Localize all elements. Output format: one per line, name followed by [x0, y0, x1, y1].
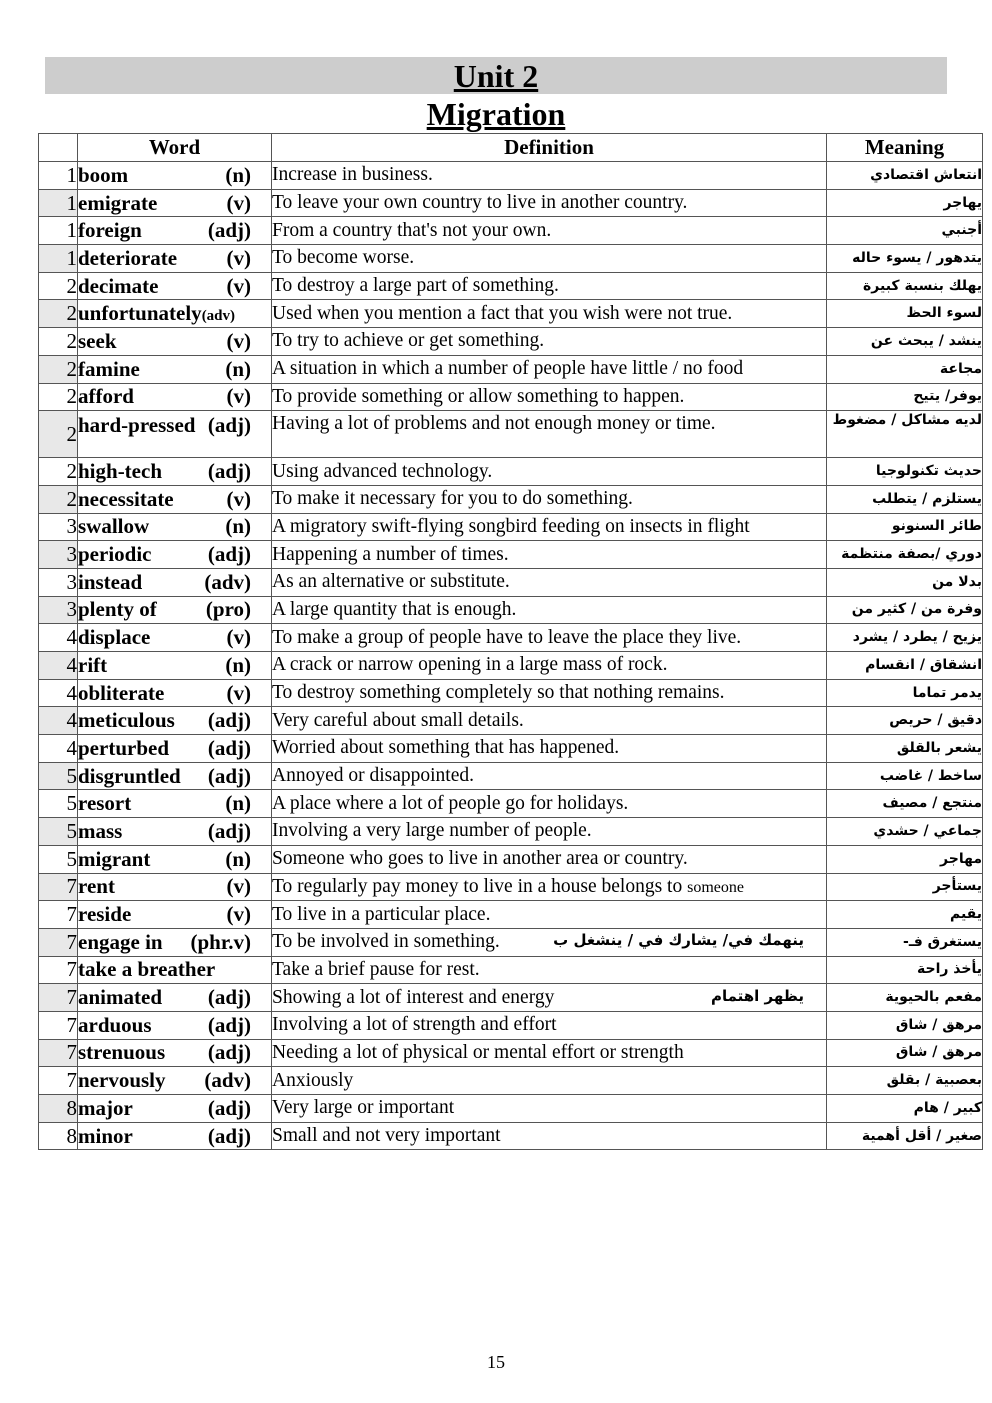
unit-section-number: 5 — [39, 818, 78, 846]
table-row — [39, 845, 983, 873]
word-term: engage in — [78, 929, 163, 954]
definition-cell — [272, 596, 827, 624]
part-of-speech: (v) — [226, 245, 251, 270]
word-cell — [78, 411, 272, 458]
table-row — [39, 411, 983, 458]
unit-section-number: 7 — [39, 901, 78, 929]
definition-text: From a country that's not your own. — [272, 219, 552, 241]
part-of-speech: (v) — [226, 680, 251, 705]
definition-cell — [272, 735, 827, 763]
header-number — [39, 134, 78, 162]
definition-cell — [272, 818, 827, 846]
definition-cell — [272, 1039, 827, 1067]
table-row — [39, 189, 983, 217]
unit-section-number: 5 — [39, 845, 78, 873]
definition-cell — [272, 383, 827, 411]
unit-section-number: 2 — [39, 383, 78, 411]
definition-cell — [272, 679, 827, 707]
word-term: rent — [78, 874, 115, 899]
definition-arabic-note: ينهمك في/ يشارك في / ينشغل ب — [553, 931, 804, 950]
table-row — [39, 956, 983, 984]
definition-cell — [272, 984, 827, 1012]
arabic-meaning: يدمر تماما — [827, 679, 983, 707]
unit-section-number: 4 — [39, 735, 78, 763]
definition-text: Take a brief pause for rest. — [272, 958, 480, 980]
arabic-meaning: بعصبية / بقلق — [827, 1067, 983, 1095]
definition-text: To be involved in something. — [272, 931, 500, 953]
arabic-meaning: لديه مشاكل / مضغوط — [827, 411, 983, 458]
unit-section-number: 7 — [39, 928, 78, 956]
definition-text: A large quantity that is enough. — [272, 598, 517, 620]
unit-section-number: 7 — [39, 956, 78, 984]
page-title: Migration — [426, 96, 566, 132]
part-of-speech: (adj) — [207, 218, 251, 243]
arabic-meaning: بدلا من — [827, 568, 983, 596]
word-term: mass — [78, 818, 123, 843]
arabic-meaning: يوفر/ يتيح — [827, 383, 983, 411]
word-cell — [78, 873, 272, 901]
word-term: meticulous — [78, 708, 175, 733]
arabic-meaning: يستغرق فـ- — [827, 928, 983, 956]
table-row — [39, 1011, 983, 1039]
part-of-speech: (n) — [225, 652, 251, 677]
table-row — [39, 762, 983, 790]
arabic-meaning: منتجع / مصيف — [827, 790, 983, 818]
table-row — [39, 458, 983, 486]
definition-text: To leave your own country to live in another country. — [272, 192, 688, 214]
table-row — [39, 596, 983, 624]
word-term: migrant — [78, 846, 151, 871]
table-row — [39, 568, 983, 596]
unit-section-number: 7 — [39, 873, 78, 901]
part-of-speech: (v) — [226, 625, 251, 650]
word-cell — [78, 679, 272, 707]
word-cell — [78, 1067, 272, 1095]
definition-text: Increase in business. — [272, 164, 433, 186]
arabic-meaning: ساخط / غاضب — [827, 762, 983, 790]
definition-arabic-note: يظهر اهتمام — [710, 986, 804, 1005]
word-cell — [78, 217, 272, 245]
definition-cell — [272, 189, 827, 217]
part-of-speech: (v) — [226, 486, 251, 511]
definition-text: Anxiously — [272, 1069, 354, 1091]
definition-cell — [272, 928, 827, 956]
word-term: minor — [78, 1123, 133, 1148]
arabic-meaning: يقيم — [827, 901, 983, 929]
word-term: instead — [78, 569, 143, 594]
table-row — [39, 272, 983, 300]
word-cell — [78, 1095, 272, 1123]
unit-section-number: 7 — [39, 1067, 78, 1095]
table-row — [39, 707, 983, 735]
arabic-meaning: انشقاق / انقسام — [827, 652, 983, 680]
table-row — [39, 541, 983, 569]
arabic-meaning: مهاجر — [827, 845, 983, 873]
part-of-speech: (adj) — [207, 735, 251, 760]
word-cell — [78, 928, 272, 956]
part-of-speech: (adv) — [201, 308, 236, 325]
part-of-speech: (v) — [226, 384, 251, 409]
arabic-meaning: أجنبي — [827, 217, 983, 245]
unit-section-number: 2 — [39, 355, 78, 383]
arabic-meaning: حديث تكنولوجيا — [827, 458, 983, 486]
definition-text: Involving a very large number of people. — [272, 820, 592, 842]
word-term: displace — [78, 625, 151, 650]
unit-section-number: 7 — [39, 1039, 78, 1067]
word-cell — [78, 568, 272, 596]
vocabulary-table — [38, 133, 983, 1150]
unit-section-number: 2 — [39, 411, 78, 458]
word-cell — [78, 245, 272, 273]
definition-cell — [272, 245, 827, 273]
arabic-meaning: يأخذ راحة — [827, 956, 983, 984]
unit-section-number: 1 — [39, 217, 78, 245]
definition-text: To try to achieve or get something. — [272, 330, 545, 352]
word-cell — [78, 901, 272, 929]
definition-text: A crack or narrow opening in a large mass of rock. — [272, 654, 668, 676]
definition-cell — [272, 513, 827, 541]
unit-section-number: 8 — [39, 1122, 78, 1150]
word-cell — [78, 272, 272, 300]
unit-section-number: 7 — [39, 1011, 78, 1039]
unit-section-number: 1 — [39, 245, 78, 273]
arabic-meaning: لسوء الحظ — [827, 300, 983, 328]
definition-cell — [272, 624, 827, 652]
word-term: rift — [78, 652, 108, 677]
definition-text: Having a lot of problems and not enough money or time. — [272, 413, 716, 435]
word-cell — [78, 541, 272, 569]
unit-section-number: 2 — [39, 300, 78, 328]
arabic-meaning: يستأجر — [827, 873, 983, 901]
unit-section-number: 2 — [39, 328, 78, 356]
table-row — [39, 1095, 983, 1123]
definition-cell — [272, 411, 827, 458]
definition-cell — [272, 541, 827, 569]
part-of-speech: (v) — [226, 328, 251, 353]
part-of-speech: (adj) — [207, 1012, 251, 1037]
word-cell — [78, 513, 272, 541]
definition-text: Showing a lot of interest and energy — [272, 986, 555, 1008]
word-term: seek — [78, 328, 117, 353]
definition-cell — [272, 707, 827, 735]
unit-section-number: 2 — [39, 272, 78, 300]
definition-text: Someone who goes to live in another area or country. — [272, 848, 688, 870]
definition-cell — [272, 272, 827, 300]
table-row — [39, 485, 983, 513]
definition-cell — [272, 1095, 827, 1123]
unit-section-number: 5 — [39, 790, 78, 818]
unit-section-number: 3 — [39, 568, 78, 596]
word-term: major — [78, 1095, 133, 1120]
arabic-meaning: صغير / أقل أهمية — [827, 1122, 983, 1150]
word-term: perturbed — [78, 735, 169, 760]
unit-section-number: 8 — [39, 1095, 78, 1123]
table-row — [39, 162, 983, 190]
definition-cell — [272, 568, 827, 596]
part-of-speech: (n) — [225, 514, 251, 539]
arabic-meaning: يهاجر — [827, 189, 983, 217]
word-term: decimate — [78, 273, 159, 298]
definition-cell — [272, 762, 827, 790]
word-term: strenuous — [78, 1040, 166, 1065]
table-row — [39, 1122, 983, 1150]
definition-cell — [272, 300, 827, 328]
vocabulary-rows — [39, 162, 983, 1150]
table-row — [39, 245, 983, 273]
unit-section-number: 1 — [39, 189, 78, 217]
definition-text: To destroy a large part of something. — [272, 275, 559, 297]
word-term: unfortunately — [78, 301, 202, 326]
definition-text: Very careful about small details. — [272, 709, 524, 731]
definition-text: To become worse. — [272, 247, 415, 269]
definition-text: To make a group of people have to leave the place they live. — [272, 626, 742, 648]
part-of-speech: (pro) — [205, 597, 251, 622]
part-of-speech: (n) — [225, 356, 251, 381]
table-row — [39, 928, 983, 956]
word-term: disgruntled — [78, 763, 181, 788]
definition-cell — [272, 458, 827, 486]
part-of-speech: (v) — [226, 273, 251, 298]
arabic-meaning: مرهق / شاق — [827, 1039, 983, 1067]
definition-cell — [272, 901, 827, 929]
definition-text: Using advanced technology. — [272, 460, 493, 482]
part-of-speech: (v) — [226, 874, 251, 899]
table-row — [39, 901, 983, 929]
unit-section-number: 4 — [39, 652, 78, 680]
word-cell — [78, 1039, 272, 1067]
word-term: hard-pressed — [78, 413, 196, 438]
word-term: nervously — [78, 1068, 166, 1093]
definition-text: Very large or important — [272, 1097, 455, 1119]
part-of-speech: (adj) — [207, 1095, 251, 1120]
word-term: necessitate — [78, 486, 174, 511]
part-of-speech: (adj) — [207, 763, 251, 788]
word-cell — [78, 1011, 272, 1039]
table-row — [39, 735, 983, 763]
definition-cell — [272, 1122, 827, 1150]
unit-section-number: 4 — [39, 624, 78, 652]
arabic-meaning: دقيق / حريص — [827, 707, 983, 735]
word-cell — [78, 707, 272, 735]
word-cell — [78, 735, 272, 763]
unit-section-number: 2 — [39, 458, 78, 486]
part-of-speech: (v) — [226, 902, 251, 927]
word-term: high-tech — [78, 459, 162, 484]
definition-cell — [272, 485, 827, 513]
word-cell — [78, 1122, 272, 1150]
unit-section-number: 3 — [39, 541, 78, 569]
word-term: animated — [78, 985, 162, 1010]
definition-text: To destroy something completely so that nothing remains. — [272, 682, 725, 704]
unit-section-number: 5 — [39, 762, 78, 790]
table-row — [39, 513, 983, 541]
arabic-meaning: يشعر بالقلق — [827, 735, 983, 763]
arabic-meaning: يزيح / يطرد / يشرد — [827, 624, 983, 652]
part-of-speech: (adj) — [207, 985, 251, 1010]
word-cell — [78, 189, 272, 217]
word-cell — [78, 162, 272, 190]
table-row — [39, 984, 983, 1012]
definition-text: To provide something or allow something to happen. — [272, 385, 685, 407]
word-cell — [78, 652, 272, 680]
definition-cell — [272, 355, 827, 383]
word-cell — [78, 458, 272, 486]
word-cell — [78, 984, 272, 1012]
word-term: foreign — [78, 218, 142, 243]
definition-text-small: someone — [687, 878, 744, 896]
arabic-meaning: كبير / هام — [827, 1095, 983, 1123]
table-row — [39, 300, 983, 328]
arabic-meaning: طائر السنونو — [827, 513, 983, 541]
arabic-meaning: مرهق / شاق — [827, 1011, 983, 1039]
word-term: arduous — [78, 1012, 152, 1037]
word-term: afford — [78, 384, 134, 409]
word-cell — [78, 818, 272, 846]
table-header-row — [39, 134, 983, 162]
table-row — [39, 383, 983, 411]
definition-cell — [272, 956, 827, 984]
unit-section-number: 2 — [39, 485, 78, 513]
part-of-speech: (adv) — [204, 1068, 251, 1093]
arabic-meaning: مفعم بالحيوية — [827, 984, 983, 1012]
word-cell — [78, 383, 272, 411]
definition-text: To make it necessary for you to do something. — [272, 488, 633, 510]
word-cell — [78, 956, 272, 984]
word-term: reside — [78, 902, 132, 927]
header-word: Word — [78, 134, 272, 162]
page-number: 15 — [487, 1352, 505, 1372]
table-row — [39, 624, 983, 652]
arabic-meaning: انتعاش اقتصادي — [827, 162, 983, 190]
definition-text: Happening a number of times. — [272, 543, 509, 565]
part-of-speech: (adj) — [207, 708, 251, 733]
word-term: boom — [78, 162, 129, 187]
word-cell — [78, 790, 272, 818]
word-cell — [78, 762, 272, 790]
arabic-meaning: دوري /بصفة منتظمة — [827, 541, 983, 569]
word-cell — [78, 355, 272, 383]
definition-text: As an alternative or substitute. — [272, 571, 510, 593]
definition-cell — [272, 1067, 827, 1095]
definition-text: Small and not very important — [272, 1125, 501, 1147]
unit-section-number: 4 — [39, 707, 78, 735]
word-term: take a breather — [78, 957, 216, 982]
definition-cell — [272, 217, 827, 245]
header-meaning: Meaning — [827, 134, 983, 162]
arabic-meaning: مجاعة — [827, 355, 983, 383]
definition-text: Needing a lot of physical or mental effort or strength — [272, 1041, 684, 1063]
arabic-meaning: يتدهور / يسوء حاله — [827, 245, 983, 273]
table-row — [39, 873, 983, 901]
definition-cell — [272, 162, 827, 190]
arabic-meaning: ينشد / يبحث عن — [827, 328, 983, 356]
word-cell — [78, 300, 272, 328]
word-term: famine — [78, 356, 140, 381]
part-of-speech: (v) — [226, 190, 251, 215]
table-row — [39, 355, 983, 383]
definition-text: Involving a lot of strength and effort — [272, 1014, 557, 1036]
definition-cell — [272, 328, 827, 356]
word-term: plenty of — [78, 597, 157, 622]
word-term: resort — [78, 791, 132, 816]
table-row — [39, 652, 983, 680]
part-of-speech: (n) — [225, 846, 251, 871]
word-term: periodic — [78, 542, 152, 567]
unit-section-number: 1 — [39, 162, 78, 190]
unit-section-number: 3 — [39, 596, 78, 624]
table-row — [39, 679, 983, 707]
arabic-meaning: يهلك بنسبة كبيرة — [827, 272, 983, 300]
header-definition: Definition — [272, 134, 827, 162]
definition-cell — [272, 1011, 827, 1039]
definition-cell — [272, 873, 827, 901]
definition-text: A place where a lot of people go for holidays. — [272, 792, 629, 814]
unit-section-number: 3 — [39, 513, 78, 541]
word-cell — [78, 596, 272, 624]
definition-text: Worried about something that has happened. — [272, 737, 620, 759]
word-term: deteriorate — [78, 245, 178, 270]
definition-cell — [272, 790, 827, 818]
part-of-speech: (adj) — [207, 542, 251, 567]
word-cell — [78, 328, 272, 356]
definition-text: Annoyed or disappointed. — [272, 765, 475, 787]
definition-text: To regularly pay money to live in a house belongs to — [272, 875, 683, 897]
part-of-speech: (n) — [225, 162, 251, 187]
word-term: obliterate — [78, 680, 165, 705]
definition-text: A situation in which a number of people have little / no food — [272, 358, 744, 380]
word-term: emigrate — [78, 190, 158, 215]
part-of-speech: (phr.v) — [190, 929, 251, 954]
part-of-speech: (adj) — [207, 1040, 251, 1065]
arabic-meaning: يستلزم / يتطلب — [827, 485, 983, 513]
definition-text: To live in a particular place. — [272, 903, 491, 925]
arabic-meaning: وفرة من / كثير من — [827, 596, 983, 624]
table-row — [39, 818, 983, 846]
word-cell — [78, 485, 272, 513]
definition-text: Used when you mention a fact that you wish were not true. — [272, 302, 733, 324]
unit-section-number: 7 — [39, 984, 78, 1012]
word-term: swallow — [78, 514, 150, 539]
part-of-speech: (n) — [225, 791, 251, 816]
part-of-speech: (adj) — [207, 459, 251, 484]
table-row — [39, 1067, 983, 1095]
table-row — [39, 1039, 983, 1067]
word-cell — [78, 624, 272, 652]
arabic-meaning: جماعي / حشدي — [827, 818, 983, 846]
part-of-speech: (adj) — [207, 413, 251, 438]
part-of-speech: (adj) — [207, 818, 251, 843]
definition-text: A migratory swift-flying songbird feeding on insects in flight — [272, 515, 750, 537]
table-row — [39, 328, 983, 356]
definition-cell — [272, 845, 827, 873]
table-row — [39, 790, 983, 818]
part-of-speech: (adv) — [204, 569, 251, 594]
table-row — [39, 217, 983, 245]
word-cell — [78, 845, 272, 873]
unit-section-number: 4 — [39, 679, 78, 707]
unit-title: Unit 2 — [453, 58, 539, 94]
definition-cell — [272, 652, 827, 680]
part-of-speech: (adj) — [207, 1123, 251, 1148]
